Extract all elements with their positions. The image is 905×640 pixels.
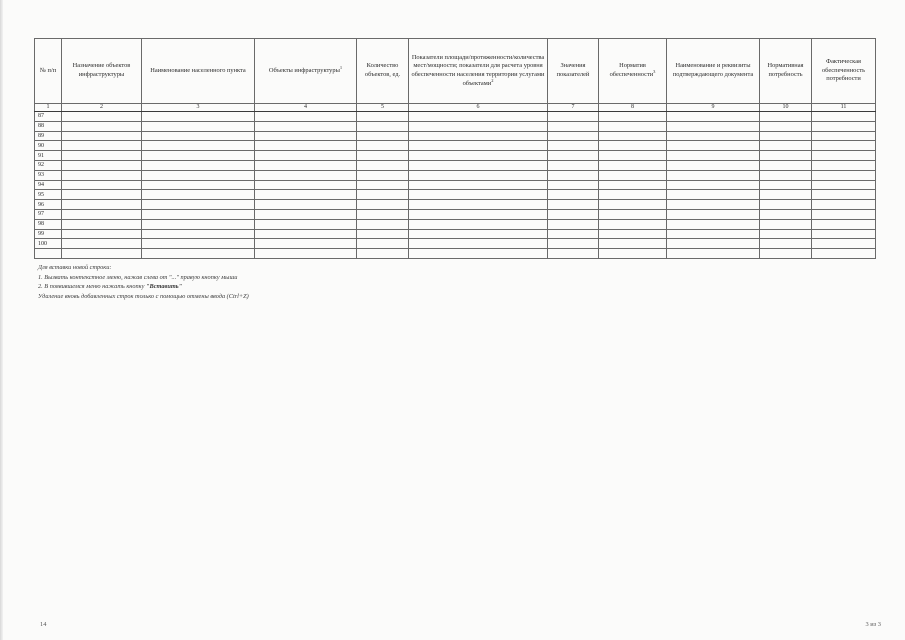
table-cell[interactable] (667, 249, 760, 259)
table-cell[interactable] (409, 209, 548, 219)
table-cell[interactable] (760, 180, 812, 190)
table-cell[interactable] (548, 229, 599, 239)
table-cell[interactable] (548, 160, 599, 170)
table-cell[interactable] (760, 229, 812, 239)
row-number: 88 (35, 121, 62, 131)
table-cell[interactable] (409, 151, 548, 161)
table-cell[interactable] (812, 180, 876, 190)
table-body (35, 112, 876, 259)
table-cell[interactable] (409, 170, 548, 180)
header-row (35, 39, 876, 104)
table-cell[interactable] (255, 219, 357, 229)
table-cell[interactable] (599, 209, 667, 219)
table-cell[interactable] (548, 170, 599, 180)
column-number: 7 (548, 104, 599, 112)
table-cell[interactable] (599, 160, 667, 170)
table-cell[interactable] (599, 141, 667, 151)
table-cell[interactable] (255, 141, 357, 151)
column-header (812, 39, 876, 104)
table-cell[interactable] (409, 131, 548, 141)
table-cell[interactable] (142, 160, 255, 170)
table-cell[interactable] (599, 180, 667, 190)
column-header-text: Показатели площади/протяженности/количества мест/мощности; показатели для расчета уровня обеспеченности населения территории услугами объектами (411, 53, 545, 87)
table-cell[interactable] (667, 141, 760, 151)
table-cell[interactable] (255, 239, 357, 249)
footnote-marker: 1 (339, 64, 343, 70)
row-number: 90 (35, 141, 62, 151)
table-cell[interactable] (357, 229, 409, 239)
row-number: 99 (35, 229, 62, 239)
table-cell[interactable] (62, 131, 142, 141)
table-cell[interactable] (812, 229, 876, 239)
page-edge (0, 0, 3, 640)
column-header-text: Количество объектов, ед. (364, 62, 401, 78)
table-cell[interactable] (62, 160, 142, 170)
notes-step-1: 1. Вызвать контекстное меню, нажав слева от "..." правую кнопку мыши (38, 273, 238, 281)
table-cell[interactable] (760, 131, 812, 141)
table-cell[interactable] (599, 200, 667, 210)
table-cell[interactable] (599, 249, 667, 259)
table-cell[interactable] (255, 190, 357, 200)
table-row (35, 180, 876, 190)
table-row (35, 200, 876, 210)
table-cell[interactable] (548, 121, 599, 131)
table-cell[interactable] (142, 141, 255, 151)
table-cell[interactable] (357, 190, 409, 200)
table-cell[interactable] (142, 121, 255, 131)
table-cell[interactable] (760, 209, 812, 219)
row-number: 93 (35, 170, 62, 180)
table-cell[interactable] (255, 249, 357, 259)
table-cell[interactable] (599, 219, 667, 229)
table-cell[interactable] (760, 112, 812, 122)
table-cell[interactable] (812, 112, 876, 122)
table-cell[interactable] (548, 200, 599, 210)
table-row (35, 170, 876, 180)
table-cell[interactable] (667, 180, 760, 190)
notes-undo: Удаление вновь добавленных строк только с помощью отмены ввода (Ctrl+Z) (38, 292, 249, 300)
table-cell[interactable] (599, 121, 667, 131)
table-cell[interactable] (409, 200, 548, 210)
table-cell[interactable] (812, 190, 876, 200)
table-cell[interactable] (812, 151, 876, 161)
table-cell[interactable] (760, 190, 812, 200)
table-cell[interactable] (599, 239, 667, 249)
table-cell[interactable] (142, 131, 255, 141)
table-cell[interactable] (409, 249, 548, 259)
column-header (667, 39, 760, 104)
table-cell[interactable] (599, 112, 667, 122)
row-number: 96 (35, 200, 62, 210)
table-cell[interactable] (812, 219, 876, 229)
row-number: 95 (35, 190, 62, 200)
table-cell[interactable] (357, 112, 409, 122)
table-cell[interactable] (357, 249, 409, 259)
table-row (35, 190, 876, 200)
table-cell[interactable] (667, 112, 760, 122)
table-cell[interactable] (409, 190, 548, 200)
table-cell[interactable] (760, 170, 812, 180)
table-row (35, 141, 876, 151)
column-number: 3 (142, 104, 255, 112)
column-header-text: Норматив обеспеченности (609, 62, 654, 78)
column-number-row (35, 104, 876, 112)
table-cell[interactable] (548, 209, 599, 219)
column-number: 10 (760, 104, 812, 112)
column-header-text: Значения показателей (556, 62, 590, 78)
row-number (35, 249, 62, 259)
table-cell[interactable] (812, 209, 876, 219)
row-number: 89 (35, 131, 62, 141)
column-header-text: № п/п (39, 66, 57, 74)
table-cell[interactable] (599, 151, 667, 161)
column-header (599, 39, 667, 104)
table-cell[interactable] (142, 112, 255, 122)
insert-button-label: "Вставить" (146, 283, 183, 291)
table-cell[interactable] (812, 200, 876, 210)
table-cell[interactable] (62, 219, 142, 229)
table-cell[interactable] (667, 209, 760, 219)
notes-step-2 (38, 282, 249, 292)
insert-row-notes (38, 263, 249, 301)
table-cell[interactable] (357, 239, 409, 249)
table-cell[interactable] (812, 249, 876, 259)
row-number: 92 (35, 160, 62, 170)
table-cell[interactable] (548, 180, 599, 190)
table-cell[interactable] (812, 141, 876, 151)
column-number: 4 (255, 104, 357, 112)
table-cell[interactable] (667, 219, 760, 229)
table-cell[interactable] (357, 160, 409, 170)
table-row (35, 151, 876, 161)
column-header (548, 39, 599, 104)
table-cell[interactable] (62, 239, 142, 249)
table-cell[interactable] (409, 229, 548, 239)
table-cell[interactable] (548, 131, 599, 141)
row-number: 100 (35, 239, 62, 249)
table-cell[interactable] (142, 219, 255, 229)
table-cell[interactable] (62, 180, 142, 190)
table-cell[interactable] (62, 141, 142, 151)
page-number: 14 (40, 621, 47, 628)
table-cell[interactable] (255, 131, 357, 141)
table-row (35, 160, 876, 170)
table-cell[interactable] (62, 170, 142, 180)
column-header (35, 39, 62, 104)
notes-step-2-text: 2. В появившемся меню нажать кнопку (38, 283, 146, 291)
column-number: 6 (409, 104, 548, 112)
table-cell[interactable] (255, 151, 357, 161)
column-number: 1 (35, 104, 62, 112)
table-cell[interactable] (357, 209, 409, 219)
table-cell[interactable] (409, 239, 548, 249)
table-cell[interactable] (255, 209, 357, 219)
table-cell[interactable] (667, 200, 760, 210)
table-cell[interactable] (812, 170, 876, 180)
table-cell[interactable] (142, 151, 255, 161)
table-cell[interactable] (667, 170, 760, 180)
table-cell[interactable] (62, 249, 142, 259)
table-cell[interactable] (357, 131, 409, 141)
table-cell[interactable] (255, 229, 357, 239)
table-cell[interactable] (760, 160, 812, 170)
table-cell[interactable] (255, 112, 357, 122)
table-cell[interactable] (62, 209, 142, 219)
table-cell[interactable] (667, 239, 760, 249)
table-cell[interactable] (357, 200, 409, 210)
table-row (35, 209, 876, 219)
table-cell[interactable] (142, 200, 255, 210)
page-of-total: 3 из 3 (865, 621, 881, 628)
table-row (35, 239, 876, 249)
column-number: 11 (812, 104, 876, 112)
table-cell[interactable] (667, 151, 760, 161)
column-header-text: Назначение объектов инфраструктуры (72, 62, 131, 78)
column-header-text: Наименование населенного пункта (150, 66, 246, 74)
table-cell[interactable] (812, 239, 876, 249)
notes-title: Для вставки новой строки: (38, 264, 112, 271)
table-cell[interactable] (62, 121, 142, 131)
column-header-text: Объекты инфраструктуры (268, 66, 340, 74)
table-cell[interactable] (142, 229, 255, 239)
table-cell[interactable] (548, 219, 599, 229)
column-header-text: Нормативная потребность (767, 62, 804, 78)
table-cell[interactable] (142, 249, 255, 259)
column-header (409, 39, 548, 104)
table-cell[interactable] (760, 121, 812, 131)
footnote-marker: 3 (653, 68, 656, 74)
table-cell[interactable] (142, 170, 255, 180)
table-cell[interactable] (599, 131, 667, 141)
table-row (35, 112, 876, 122)
table-cell[interactable] (357, 121, 409, 131)
table-cell[interactable] (255, 170, 357, 180)
table-cell[interactable] (667, 131, 760, 141)
column-number: 9 (667, 104, 760, 112)
table-row (35, 219, 876, 229)
row-number: 97 (35, 209, 62, 219)
table-cell[interactable] (760, 249, 812, 259)
table-cell[interactable] (357, 219, 409, 229)
table-cell[interactable] (667, 229, 760, 239)
table-cell[interactable] (142, 239, 255, 249)
table-cell[interactable] (255, 160, 357, 170)
table-row (35, 229, 876, 239)
table-cell[interactable] (62, 200, 142, 210)
table-cell[interactable] (357, 151, 409, 161)
table-cell[interactable] (599, 170, 667, 180)
column-header (142, 39, 255, 104)
table-cell[interactable] (409, 112, 548, 122)
table-cell[interactable] (667, 121, 760, 131)
column-header (760, 39, 812, 104)
table-cell[interactable] (760, 200, 812, 210)
table-row (35, 121, 876, 131)
column-header (62, 39, 142, 104)
table-cell[interactable] (548, 239, 599, 249)
column-header-text: Наименование и реквизиты подтверждающего документа (672, 62, 754, 78)
row-number: 87 (35, 112, 62, 122)
column-header (357, 39, 409, 104)
table-row (35, 249, 876, 259)
table-cell[interactable] (62, 229, 142, 239)
table-cell[interactable] (62, 190, 142, 200)
table-cell[interactable] (409, 121, 548, 131)
column-header-text: Фактическая обеспеченность потребности (821, 58, 866, 83)
table-cell[interactable] (142, 190, 255, 200)
row-number: 94 (35, 180, 62, 190)
table-cell[interactable] (599, 190, 667, 200)
table-cell[interactable] (409, 160, 548, 170)
table-cell[interactable] (667, 190, 760, 200)
table-cell[interactable] (812, 131, 876, 141)
row-number: 91 (35, 151, 62, 161)
table-cell[interactable] (667, 160, 760, 170)
table-cell[interactable] (409, 141, 548, 151)
table-cell[interactable] (548, 112, 599, 122)
table-cell[interactable] (409, 180, 548, 190)
table-cell[interactable] (812, 121, 876, 131)
infrastructure-table (34, 38, 876, 259)
table-cell[interactable] (760, 141, 812, 151)
table-cell[interactable] (409, 219, 548, 229)
table-cell[interactable] (255, 121, 357, 131)
table-cell[interactable] (255, 180, 357, 190)
column-number: 2 (62, 104, 142, 112)
footnote-marker: 2 (491, 77, 494, 83)
table-cell[interactable] (760, 239, 812, 249)
table-cell[interactable] (62, 151, 142, 161)
row-number: 98 (35, 219, 62, 229)
column-number: 5 (357, 104, 409, 112)
table-cell[interactable] (599, 229, 667, 239)
table-cell[interactable] (760, 151, 812, 161)
table-cell[interactable] (357, 180, 409, 190)
table-cell[interactable] (255, 200, 357, 210)
table-cell[interactable] (760, 219, 812, 229)
column-number: 8 (599, 104, 667, 112)
table-cell[interactable] (548, 151, 599, 161)
table-cell[interactable] (548, 249, 599, 259)
column-header (255, 39, 357, 104)
table-cell[interactable] (357, 170, 409, 180)
table-cell[interactable] (357, 141, 409, 151)
table-cell[interactable] (548, 141, 599, 151)
table-cell[interactable] (812, 160, 876, 170)
table-cell[interactable] (62, 112, 142, 122)
table-cell[interactable] (142, 209, 255, 219)
table-cell[interactable] (142, 180, 255, 190)
table-cell[interactable] (548, 190, 599, 200)
table-row (35, 131, 876, 141)
